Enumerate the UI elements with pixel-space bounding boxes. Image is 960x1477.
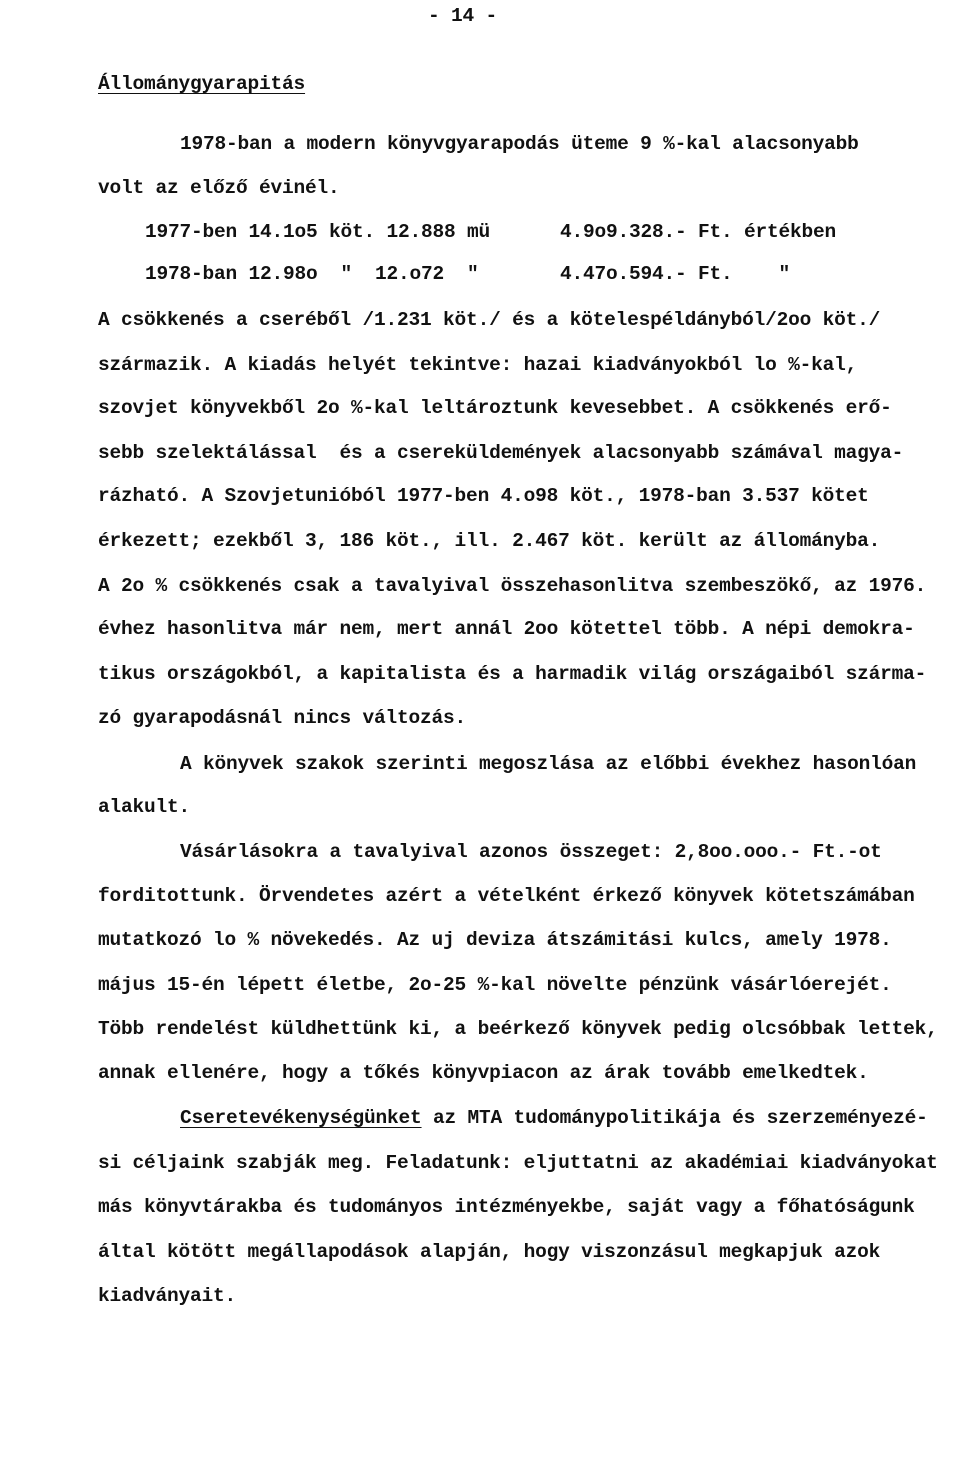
section-heading: Állománygyarapitás bbox=[98, 73, 306, 95]
text-line: volt az előző évinél. bbox=[98, 177, 340, 199]
text-line: A könyvek szakok szerinti megoszlása az előbbi évekhez hasonlóan bbox=[180, 753, 917, 775]
text-line: Vásárlásokra a tavalyival azonos összeget: 2,8oo.ooo.- Ft.-ot bbox=[180, 841, 882, 863]
text-line: 4.47o.594.- Ft. " bbox=[560, 263, 791, 285]
text-line: szovjet könyvekből 2o %-kal leltároztunk kevesebbet. A csökkenés erő- bbox=[98, 397, 892, 419]
text-line: származik. A kiadás helyét tekintve: hazai kiadványokból lo %-kal, bbox=[98, 354, 858, 376]
text-line: évhez hasonlitva már nem, mert annál 2oo kötettel több. A népi demokra- bbox=[98, 618, 915, 640]
text-line: kiadványait. bbox=[98, 1285, 237, 1307]
text-line: által kötött megállapodások alapján, hogy viszonzásul megkapjuk azok bbox=[98, 1241, 881, 1263]
page-number: - 14 - bbox=[428, 5, 498, 27]
csere-line bbox=[180, 1106, 928, 1130]
text-line: 4.9o9.328.- Ft. értékben bbox=[560, 221, 837, 243]
text-line: forditottunk. Örvendetes azért a vételként érkező könyvek kötetszámában bbox=[98, 885, 915, 907]
text-line: zó gyarapodásnál nincs változás. bbox=[98, 707, 467, 729]
csere-line-rest: az MTA tudománypolitikája és szerzeményezé- bbox=[421, 1107, 928, 1129]
text-line: május 15-én lépett életbe, 2o-25 %-kal növelte pénzünk vásárlóerejét. bbox=[98, 974, 892, 996]
csere-heading: Cseretevékenységünket bbox=[180, 1107, 422, 1129]
text-line: 1977-ben 14.1o5 köt. 12.888 mü bbox=[145, 221, 491, 243]
text-line: A csökkenés a cseréből /1.231 köt./ és a kötelespéldányból/2oo köt./ bbox=[98, 309, 881, 331]
text-line: tikus országokból, a kapitalista és a harmadik világ országaiból szárma- bbox=[98, 663, 927, 685]
text-line: A 2o % csökkenés csak a tavalyival összehasonlitva szembeszökő, az 1976. bbox=[98, 575, 927, 597]
text-line: 1978-ban a modern könyvgyarapodás üteme 9 %-kal alacsonyabb bbox=[180, 133, 859, 155]
text-line: Több rendelést küldhettünk ki, a beérkező könyvek pedig olcsóbbak lettek, bbox=[98, 1018, 938, 1040]
text-line: más könyvtárakba és tudományos intézményekbe, saját vagy a főhatóságunk bbox=[98, 1196, 915, 1218]
text-line: sebb szelektálással és a csereküldemények alacsonyabb számával magya- bbox=[98, 442, 904, 464]
text-line: 1978-ban 12.98o " 12.o72 " bbox=[145, 263, 479, 285]
text-line: si céljaink szabják meg. Feladatunk: eljuttatni az akadémiai kiadványokat bbox=[98, 1152, 938, 1174]
text-line: rázható. A Szovjetunióból 1977-ben 4.o98 köt., 1978-ban 3.537 kötet bbox=[98, 485, 869, 507]
text-line: alakult. bbox=[98, 796, 191, 818]
text-line: annak ellenére, hogy a tőkés könyvpiacon az árak tovább emelkedtek. bbox=[98, 1062, 869, 1084]
text-line: mutatkozó lo % növekedés. Az uj deviza átszámitási kulcs, amely 1978. bbox=[98, 929, 892, 951]
text-line: érkezett; ezekből 3, 186 köt., ill. 2.467 köt. került az állományba. bbox=[98, 530, 881, 552]
